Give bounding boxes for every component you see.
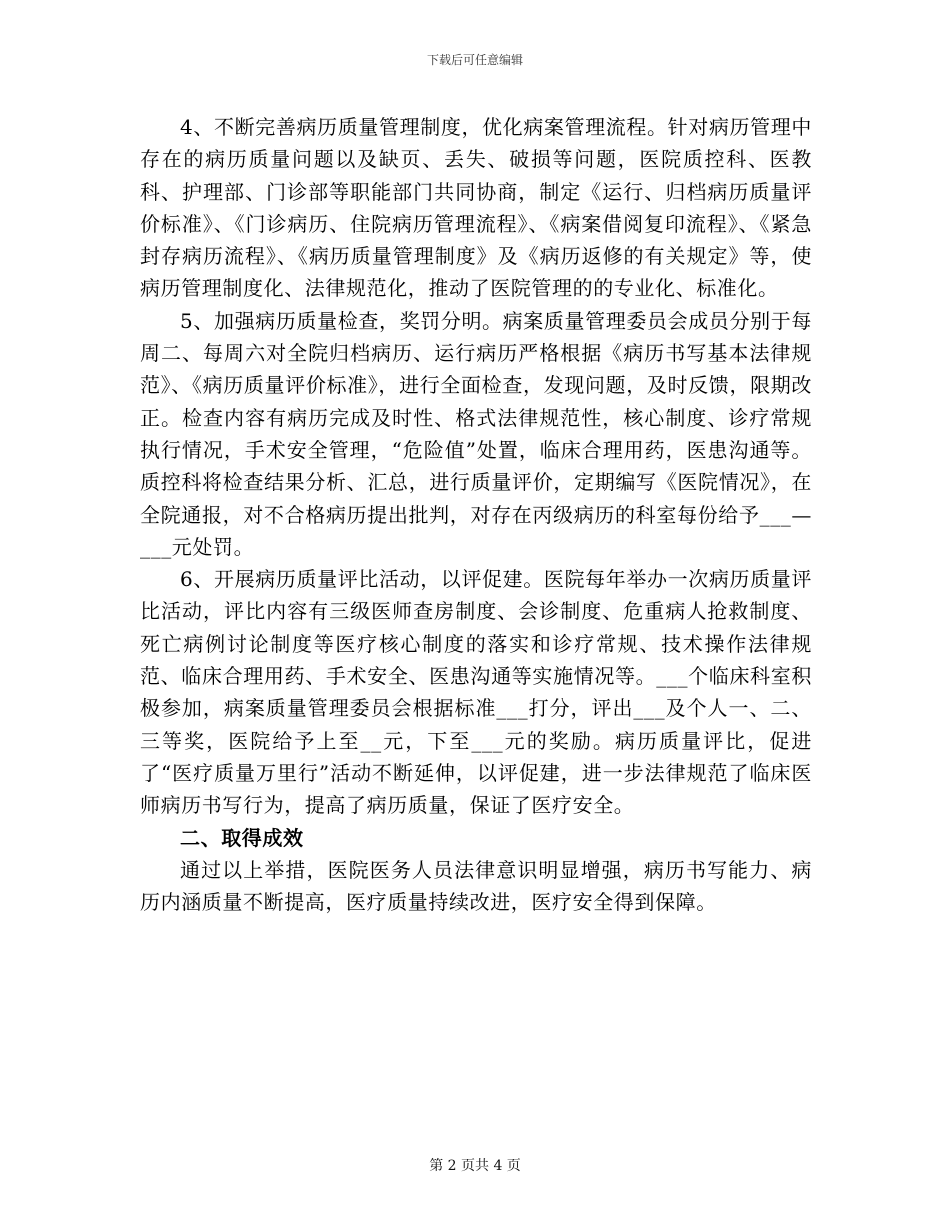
paragraph-4: 4、不断完善病历质量管理制度，优化病案管理流程。针对病历管理中存在的病历质量问题以及缺页、丢失、破损等问题，医院质控科、医教科、护理部、门诊部等职能部门共同协商，制定《运行、归档病历质量评价标准》、《门诊病历、住院病历管理流程》、《病案借阅复印流程》、《紧急封存病历流程》、《病历质量管理制度》及《病历返修的有关规定》等，使病历管理制度化、法律规范化，推动了医院管理的的专业化、标准化。 — [140, 115, 812, 301]
paragraph-results: 通过以上举措，医院医务人员法律意识明显增强，病历书写能力、病历内涵质量不断提高，医疗质量持续改进，医疗安全得到保障。 — [140, 857, 812, 915]
paragraph-6: 6、开展病历质量评比活动，以评促建。医院每年举办一次病历质量评比活动，评比内容有三级医师查房制度、会诊制度、危重病人抢救制度、死亡病例讨论制度等医疗核心制度的落实和诊疗常规、技术操作法律规范、临床合理用药、手术安全、医患沟通等实施情况等。___个临床科室积极参加，病案质量管理委员会根据标准___打分，评出___及个人一、二、三等奖，医院给予上至__元，下至___元的奖励。病历质量评比，促进了“医疗质量万里行”活动不断延伸，以评促建，进一步法律规范了临床医师病历书写行为，提高了病历质量，保证了医疗安全。 — [140, 567, 812, 818]
paragraph-5: 5、加强病历质量检查，奖罚分明。病案质量管理委员会成员分别于每周二、每周六对全院归档病历、运行病历严格根据《病历书写基本法律规范》、《病历质量评价标准》，进行全面检查，发现问题，及时反馈，限期改正。检查内容有病历完成及时性、格式法律规范性，核心制度、诊疗常规执行情况，手术安全管理，“危险值”处置，临床合理用药，医患沟通等。质控科将检查结果分析、汇总，进行质量评价，定期编写《医院情况》，在全院通报，对不合格病历提出批判，对存在丙级病历的科室每份给予___—___元处罚。 — [140, 308, 812, 559]
page-header: 下载后可任意编辑 — [426, 53, 523, 67]
section-heading-results: 二、取得成效 — [180, 825, 304, 850]
document-body — [140, 111, 812, 918]
page-footer: 第 2 页共 4 页 — [429, 1158, 521, 1174]
